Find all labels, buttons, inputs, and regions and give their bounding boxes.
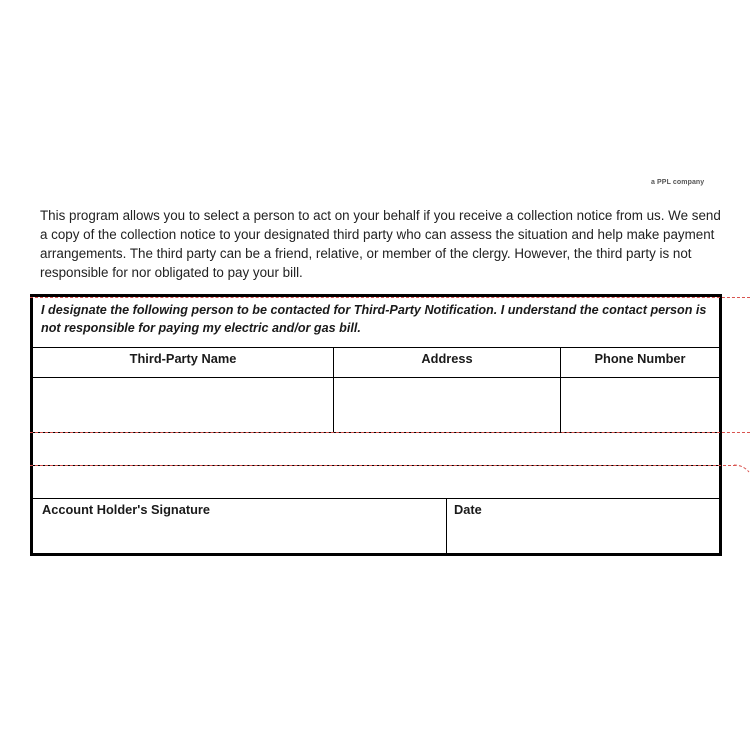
address-field[interactable] bbox=[334, 380, 560, 432]
date-field[interactable] bbox=[447, 499, 719, 553]
column-divider bbox=[333, 347, 334, 432]
column-header-address: Address bbox=[421, 351, 473, 366]
designation-statement: I designate the following person to be contacted for Third-Party Notification. I understand the contact person is not responsible for paying my electric and/or gas bill. bbox=[41, 303, 707, 335]
guide-dash-curve bbox=[734, 462, 750, 474]
signature-field[interactable] bbox=[33, 499, 446, 553]
signature-label: Account Holder's Signature bbox=[42, 502, 211, 517]
guide-dash-line bbox=[30, 432, 750, 433]
date-label: Date bbox=[454, 502, 482, 517]
divider bbox=[33, 377, 719, 378]
third-party-name-field[interactable] bbox=[33, 380, 333, 432]
additional-info-line[interactable] bbox=[33, 433, 719, 465]
phone-number-field[interactable] bbox=[561, 380, 719, 432]
column-divider bbox=[560, 347, 561, 432]
additional-info-line[interactable] bbox=[33, 466, 719, 498]
company-tagline: a PPL company bbox=[651, 179, 705, 186]
program-description: This program allows you to select a person to act on your behalf if you receive a collection notice from us. We send a copy of the collection notice to your designated third party who can assess the situation and help make payment arrangements. The third party can be a friend, relative, or member of the clergy. However, the third party is not responsible for nor obligated to pay your bill. bbox=[40, 208, 721, 280]
divider bbox=[33, 347, 719, 348]
third-party-notification-form bbox=[30, 294, 722, 556]
guide-dash-line bbox=[30, 297, 750, 298]
column-header-phone-number: Phone Number bbox=[594, 351, 686, 366]
guide-dash-line bbox=[30, 465, 736, 466]
column-header-third-party-name: Third-Party Name bbox=[129, 351, 237, 366]
